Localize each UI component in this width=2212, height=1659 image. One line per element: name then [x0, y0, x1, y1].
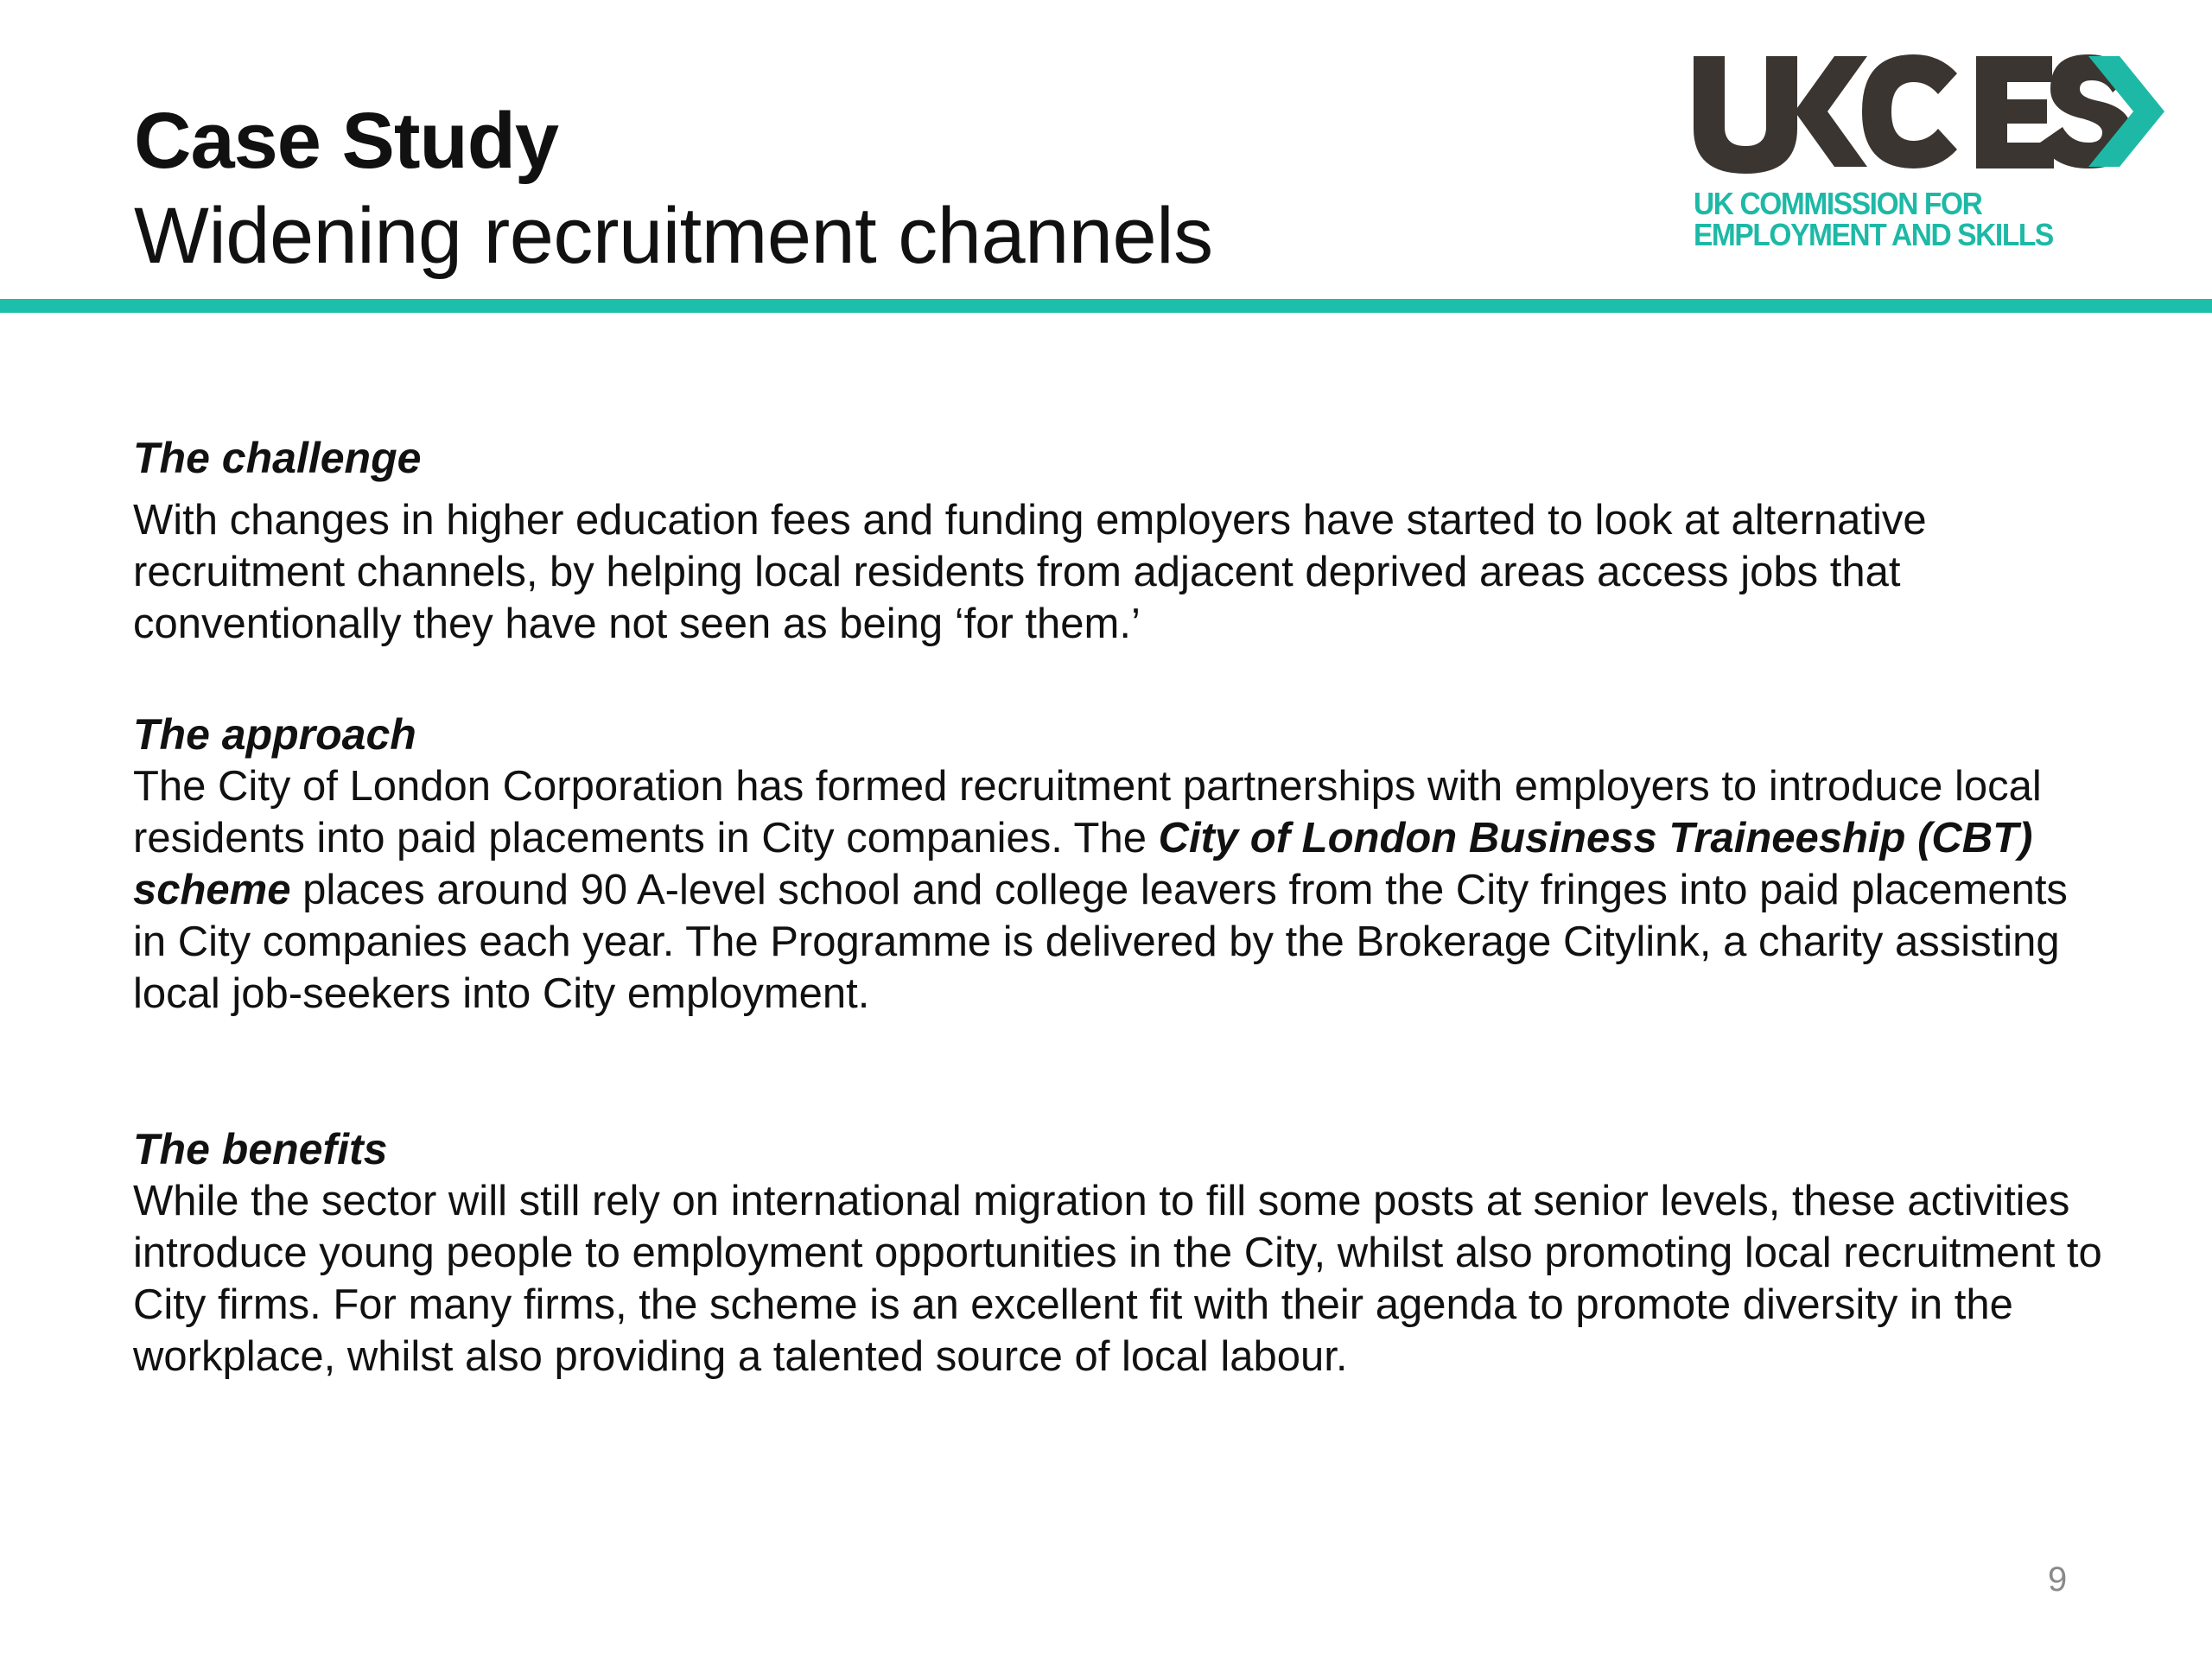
ukces-wordmark-graphic: [1689, 48, 2173, 186]
challenge-heading: The challenge: [133, 434, 422, 482]
logo-tagline-line-1: UK COMMISSION FOR: [1694, 186, 1982, 221]
header-divider: [0, 299, 2212, 313]
section-challenge: [133, 432, 2103, 650]
cbt-scheme-emphasis: City of London Business Traineeship (CBT) scheme: [133, 815, 2033, 913]
section-approach: [133, 709, 2103, 1020]
page-subtitle: Widening recruitment channels: [134, 192, 1213, 281]
main-content: [133, 432, 2103, 1382]
page-title: Case Study: [134, 97, 559, 185]
approach-body-part-2: places around 90 A-level school and college leavers from the City fringes into paid placements in City companies each year. The Programme is delivered by the Brokerage Citylink, a charity assisting local job-seekers into City employment.: [133, 867, 2068, 1017]
title-block: [134, 93, 1213, 284]
approach-body-part-1: The City of London Corporation has formed recruitment partnerships with employers to introduce local residents into paid placements in City companies. The: [133, 763, 2042, 861]
approach-heading: The approach: [133, 710, 416, 759]
page-number: 9: [2048, 1560, 2068, 1599]
benefits-body: While the sector will still rely on international migration to fill some posts at senior levels, these activities introduce young people to employment opportunities in the City, whilst also promoting local recruitment to City firms. For many firms, the scheme is an excellent fit with their agenda to promote diversity in the workplace, whilst also providing a talented source of local labour.: [133, 1178, 2102, 1380]
section-benefits: [133, 1123, 2103, 1382]
challenge-body: With changes in higher education fees and funding employers have started to look at alternative recruitment channels, by helping local residents from adjacent deprived areas access jobs that conventionally they have not seen as being ‘for them.’: [133, 497, 1927, 647]
ukces-logo-tagline: [1694, 188, 2053, 251]
approach-body: [133, 760, 2103, 1020]
benefits-heading: The benefits: [133, 1125, 388, 1173]
logo-tagline-line-2: EMPLOYMENT AND SKILLS: [1694, 217, 2053, 252]
